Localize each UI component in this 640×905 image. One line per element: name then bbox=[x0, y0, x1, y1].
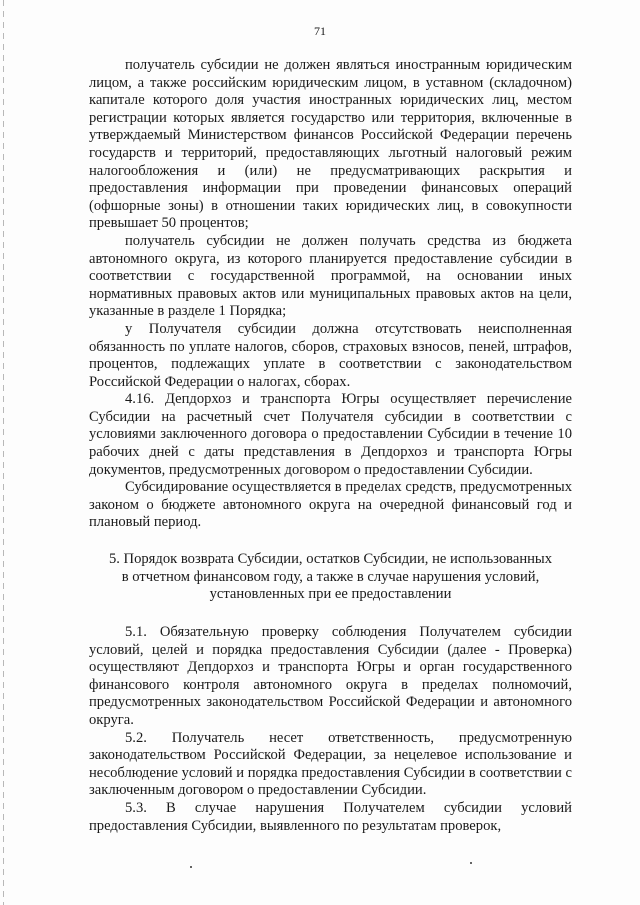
paragraph-budget-funds: получатель субсидии не должен получать средства из бюджета автономного округа, из которого планируется предоставление субсидии в соответствии с государственной программой, на основании иных нормативных правовых актов или муниципальных правовых актов на цели, указанные в разделе 1 Порядка; bbox=[89, 232, 572, 320]
scan-speck bbox=[190, 866, 192, 868]
scan-edge bbox=[3, 0, 4, 905]
paragraph-5-3: 5.3. В случае нарушения Получателем субсидии условий предоставления Субсидии, выявленного по результатам проверок, bbox=[89, 799, 572, 834]
paragraph-5-2: 5.2. Получатель несет ответственность, предусмотренную законодательством Российской Федерации, за нецелевое использование и несоблюдение условий и порядка предоставления Субсидии в соответствии с заключенным договором о предоставлении Субсидии. bbox=[89, 729, 572, 799]
section-5-heading bbox=[89, 551, 572, 604]
paragraph-5-1: 5.1. Обязательную проверку соблюдения Получателем субсидии условий, целей и порядка предоставления Субсидии (далее - Проверка) осуществляют Депдорхоз и транспорта Югры и орган государственного финансового контроля автономного округа в пределах полномочий, предусмотренных законодательством Российской Федерации и автономного округа. bbox=[89, 624, 572, 728]
section-heading-line-1: 5. Порядок возврата Субсидии, остатков Субсидии, не использованных bbox=[108, 551, 553, 567]
section-heading-line-2: в отчетном финансовом году, а также в случае нарушения условий, bbox=[121, 568, 540, 585]
section-heading-line-3: установленных при ее предоставлении bbox=[209, 586, 452, 603]
paragraph-4-16: 4.16. Депдорхоз и транспорта Югры осуществляет перечисление Субсидии на расчетный счет Получателя субсидии в соответствии с условиями заключенного договора о предоставлении Субсидии в течение 10 рабочих дней с даты представления в Депдорхоз и транспорта Югры документов, предусмотренных договором о предоставлении Субсидии. bbox=[89, 391, 572, 478]
paragraph-tax-obligation: у Получателя субсидии должна отсутствовать неисполненная обязанность по уплате налогов, сборов, страховых взносов, пеней, штрафов, процентов, подлежащих уплате в соответствии с законодательством Российской Федерации о налогах, сборах. bbox=[89, 320, 572, 390]
body-text-top bbox=[89, 57, 572, 532]
page-number: 71 bbox=[314, 24, 326, 38]
scan-speck bbox=[470, 862, 472, 864]
body-text-bottom bbox=[89, 624, 572, 835]
paragraph-foreign-entity: получатель субсидии не должен являться иностранным юридическим лицом, а также российским юридическим лицом, в уставном (складочном) капитале которого доля участия иностранных юридических лиц, местом регистрации которых является государство или территория, включенные в утверждаемый Министерством финансов Российской Федерации перечень государств и территорий, предоставляющих льготный налоговый режим налогообложения и (или) не предусматривающих раскрытия и предоставления информации при проведении финансовых операций (офшорные зоны) в отношении таких юридических лиц, в совокупности превышает 50 процентов; bbox=[89, 57, 572, 232]
paragraph-subsidizing: Субсидирование осуществляется в пределах средств, предусмотренных законом о бюджете автономного округа на очередной финансовый год и плановый период. bbox=[89, 479, 572, 531]
